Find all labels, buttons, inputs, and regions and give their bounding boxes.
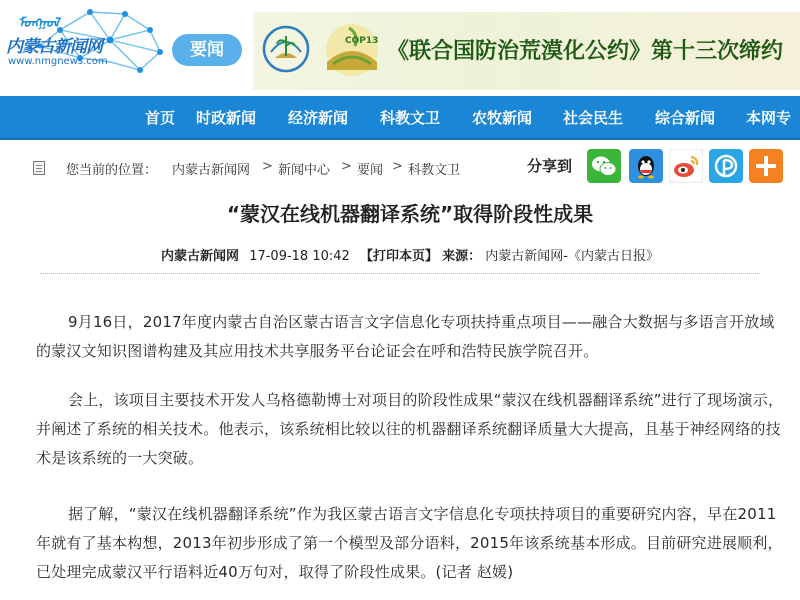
section-tag[interactable]: 要闻 [172, 34, 242, 66]
nav-item-society[interactable]: 社会民生 [563, 109, 624, 127]
meta-timestamp: 17-09-18 10:42 [249, 249, 350, 264]
article-title: “蒙汉在线机器翻译系统”取得阶段性成果 [226, 202, 594, 226]
qzone-icon [709, 149, 743, 183]
breadcrumb-item-headlines[interactable]: 要闻 [357, 163, 384, 178]
cop13-label: COP13 [345, 36, 379, 46]
nav-item-home[interactable]: 首页 [145, 109, 176, 127]
article-paragraph: 9月16日，2017年度内蒙古自治区蒙古语言文字信息化专项扶持重点项目——融合大数据与多语言开放域的蒙汉文知识图谱构建及其应用技术共享服务平台论证会在呼和浩特民族学院召开。 [36, 313, 775, 360]
qq-icon [629, 149, 663, 183]
main-nav [0, 96, 800, 140]
share-label: 分享到 [527, 157, 573, 175]
meta-source-name[interactable]: 内蒙古新闻网 [161, 249, 240, 264]
more-icon [749, 149, 783, 183]
breadcrumb-separator: > [262, 159, 273, 174]
nav-item-economy[interactable]: 经济新闻 [288, 109, 349, 127]
breadcrumb-item-site[interactable]: 内蒙古新闻网 [172, 163, 251, 178]
site-logo[interactable] [0, 0, 180, 90]
share-qzone-button[interactable] [709, 149, 743, 183]
logo-mongolian-script: ᠮᠣᠩᠭ᠋ᠣᠯ [18, 16, 60, 31]
meta-source-value: 内蒙古新闻网-《内蒙古日报》 [485, 249, 659, 264]
nav-item-general[interactable]: 综合新闻 [655, 109, 716, 127]
nav-item-science-education[interactable]: 科教文卫 [380, 109, 441, 127]
nav-item-special[interactable]: 本网专 [746, 109, 792, 127]
wechat-icon [587, 149, 621, 183]
print-page-link[interactable]: 【打印本页】 [359, 249, 438, 264]
nav-item-agriculture[interactable]: 农牧新闻 [472, 109, 533, 127]
nav-item-politics[interactable]: 时政新闻 [196, 109, 257, 127]
article-paragraph: 会上，该项目主要技术开发人乌格德勒博士对项目的阶段性成果“蒙汉在线机器翻译系统”进行了现场演示，并阐述了系统的相关技术。他表示，该系统相比较以往的机器翻译系统翻译质量大大提高，且基于神经网络的技术是该系统的一大突破。 [36, 391, 784, 467]
share-more-button[interactable] [749, 149, 783, 183]
meta-source-label: 来源： [442, 249, 482, 264]
share-qq-button[interactable] [629, 149, 663, 183]
article-paragraph: 据了解，“蒙汉在线机器翻译系统”作为我区蒙古语言文字信息化专项扶持项目的重要研究内容，早在2011年就有了基本构想，2013年初步形成了第一个模型及部分语料，2015年该系统基本形成。目前研究进展顺利，已处理完成蒙汉平行语料近40万句对，取得了阶段性成果。(记者 赵媛) [36, 505, 783, 581]
unccd-emblem-icon [261, 22, 311, 76]
logo-site-url: www.nmgnews.com [8, 56, 108, 67]
banner-title: 《联合国防治荒漠化公约》第十三次缔约 [387, 39, 784, 64]
logo-site-name: 内蒙古新闻网 [6, 37, 102, 57]
cop13-emblem-icon [319, 20, 385, 82]
breadcrumb-prefix: 您当前的位置： [66, 163, 158, 178]
event-banner[interactable] [253, 12, 800, 90]
breadcrumb-separator: > [392, 159, 403, 174]
weibo-icon [669, 149, 703, 183]
share-weibo-button[interactable] [669, 149, 703, 183]
site-header [0, 0, 800, 93]
breadcrumb-separator: > [341, 159, 352, 174]
breadcrumb-item-news-center[interactable]: 新闻中心 [278, 163, 331, 178]
document-icon [33, 161, 45, 175]
breadcrumb-item-science-education[interactable]: 科教文卫 [408, 163, 461, 178]
share-wechat-button[interactable] [587, 149, 621, 183]
article-meta [40, 234, 760, 274]
